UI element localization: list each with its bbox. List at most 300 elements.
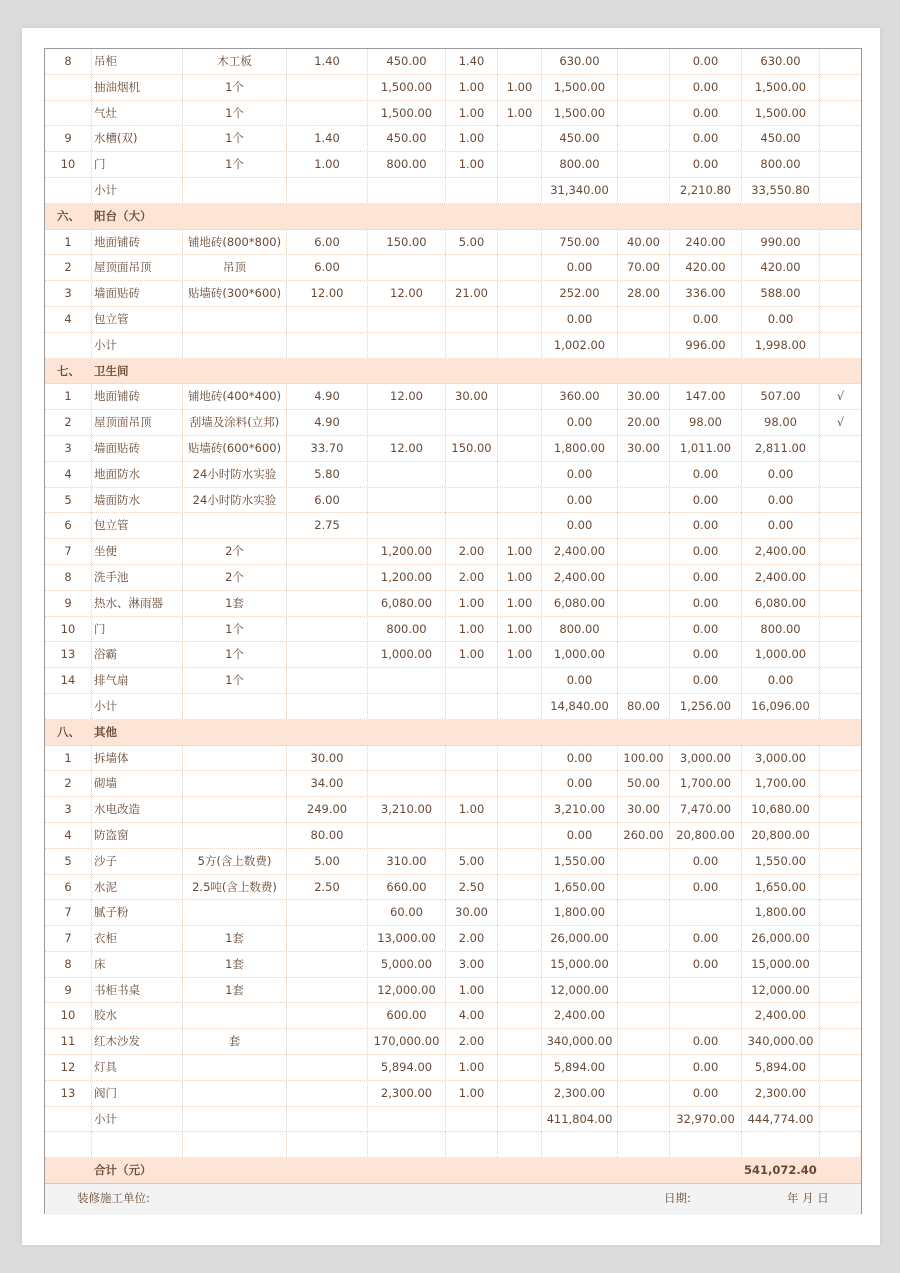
cell-check <box>820 75 861 100</box>
cell-price <box>368 333 446 358</box>
cell-check <box>820 1107 861 1132</box>
cell-check <box>820 49 861 74</box>
cell-labor: 20,800.00 <box>670 823 742 848</box>
cell-spec: 贴墙砖(600*600) <box>183 436 287 461</box>
cell-main: 411,804.00 <box>542 1107 618 1132</box>
cell-main: 252.00 <box>542 281 618 306</box>
cell-factor <box>498 49 542 74</box>
table-row <box>45 900 861 926</box>
cell-main: 12,000.00 <box>542 978 618 1003</box>
cell-price <box>368 771 446 796</box>
cell-aux: 20.00 <box>618 410 670 435</box>
section-header <box>45 720 861 746</box>
cell-main: 750.00 <box>542 230 618 255</box>
cell-amt: 2.00 <box>446 539 498 564</box>
table-row <box>45 281 861 307</box>
cell-factor <box>498 823 542 848</box>
cell-labor: 0.00 <box>670 152 742 177</box>
cell-qty <box>287 333 368 358</box>
table-row <box>45 384 861 410</box>
cell-qty: 2.50 <box>287 875 368 900</box>
cell-check <box>820 1029 861 1054</box>
cell-price <box>368 307 446 332</box>
cell-labor: 0.00 <box>670 307 742 332</box>
table-row <box>45 488 861 514</box>
cell-main: 450.00 <box>542 126 618 151</box>
cell-spec: 2个 <box>183 565 287 590</box>
cell-aux: 70.00 <box>618 255 670 280</box>
cell-spec <box>183 333 287 358</box>
cell-name: 小计 <box>92 694 183 719</box>
cell-price: 13,000.00 <box>368 926 446 951</box>
table-row <box>45 101 861 127</box>
cell-aux <box>618 307 670 332</box>
cell-amt: 21.00 <box>446 281 498 306</box>
cell-spec: 1套 <box>183 591 287 616</box>
table-row <box>45 875 861 901</box>
date-value: 年 月 日 <box>787 1191 829 1206</box>
cell-name: 书柜书桌 <box>92 978 183 1003</box>
cell-aux <box>618 75 670 100</box>
cell-amt <box>446 771 498 796</box>
cell-no <box>45 101 92 126</box>
cell-amt <box>446 488 498 513</box>
cell-total: 3,000.00 <box>742 746 820 771</box>
date-label: 日期: <box>664 1191 691 1206</box>
cell-check <box>820 152 861 177</box>
cell-labor: 996.00 <box>670 333 742 358</box>
table-row <box>45 410 861 436</box>
cell-qty <box>287 1055 368 1080</box>
cell-name: 防盗窗 <box>92 823 183 848</box>
cell-aux <box>618 978 670 1003</box>
cell-qty <box>287 617 368 642</box>
cell-labor: 420.00 <box>670 255 742 280</box>
cell-main: 1,002.00 <box>542 333 618 358</box>
cell-price: 1,500.00 <box>368 101 446 126</box>
cell-check <box>820 642 861 667</box>
cell-name: 地面铺砖 <box>92 230 183 255</box>
cell-name: 胶水 <box>92 1003 183 1028</box>
cell-labor <box>670 978 742 1003</box>
cell-spec: 2.5吨(含上数费) <box>183 875 287 900</box>
cell-qty <box>287 1081 368 1106</box>
cell-name: 水泥 <box>92 875 183 900</box>
cell-empty <box>542 1132 618 1157</box>
cell-no: 9 <box>45 978 92 1003</box>
cell-check <box>820 771 861 796</box>
cell-spec: 24小时防水实验 <box>183 488 287 513</box>
cell-price <box>368 255 446 280</box>
cell-factor <box>498 1081 542 1106</box>
cell-amt <box>446 410 498 435</box>
cell-labor: 147.00 <box>670 384 742 409</box>
cell-qty <box>287 539 368 564</box>
cell-qty <box>287 642 368 667</box>
cell-aux <box>618 152 670 177</box>
cell-total: 2,300.00 <box>742 1081 820 1106</box>
cell-main: 2,400.00 <box>542 1003 618 1028</box>
cell-total: 10,680.00 <box>742 797 820 822</box>
cell-name: 水槽(双) <box>92 126 183 151</box>
cell-price: 800.00 <box>368 152 446 177</box>
cell-labor <box>670 1003 742 1028</box>
cell-empty <box>287 1132 368 1157</box>
blank-row <box>45 1132 861 1158</box>
cell-check <box>820 333 861 358</box>
cell-qty: 249.00 <box>287 797 368 822</box>
cell-factor <box>498 875 542 900</box>
cell-qty <box>287 178 368 203</box>
cell-no: 6 <box>45 513 92 538</box>
cell-main: 5,894.00 <box>542 1055 618 1080</box>
cell-aux <box>618 642 670 667</box>
cell-empty <box>446 1132 498 1157</box>
cell-price: 2,300.00 <box>368 1081 446 1106</box>
cell-factor <box>498 1055 542 1080</box>
cell-amt <box>446 307 498 332</box>
cell-no: 1 <box>45 384 92 409</box>
cell-qty: 33.70 <box>287 436 368 461</box>
cell-qty <box>287 307 368 332</box>
cell-main: 800.00 <box>542 617 618 642</box>
cell-labor: 0.00 <box>670 513 742 538</box>
cell-total: 1,500.00 <box>742 75 820 100</box>
cell-main: 6,080.00 <box>542 591 618 616</box>
cell-labor: 0.00 <box>670 539 742 564</box>
cell-spec <box>183 1107 287 1132</box>
cell-amt <box>446 1107 498 1132</box>
cell-aux <box>618 952 670 977</box>
cell-total: 0.00 <box>742 488 820 513</box>
cell-empty <box>618 1132 670 1157</box>
cell-check <box>820 1081 861 1106</box>
cell-empty <box>742 1132 820 1157</box>
cell-main: 0.00 <box>542 771 618 796</box>
cell-aux <box>618 513 670 538</box>
cell-aux: 260.00 <box>618 823 670 848</box>
cell-amt: 1.00 <box>446 1081 498 1106</box>
cell-labor: 0.00 <box>670 642 742 667</box>
cell-qty: 12.00 <box>287 281 368 306</box>
cell-price <box>368 823 446 848</box>
cell-labor: 240.00 <box>670 230 742 255</box>
cell-no: 9 <box>45 126 92 151</box>
cell-amt: 5.00 <box>446 849 498 874</box>
section-title: 卫生间 <box>94 363 129 378</box>
table-body <box>45 49 861 1215</box>
cell-spec: 1个 <box>183 101 287 126</box>
cell-total: 1,700.00 <box>742 771 820 796</box>
cell-qty: 2.75 <box>287 513 368 538</box>
cell-main: 0.00 <box>542 746 618 771</box>
table-row <box>45 797 861 823</box>
cell-qty <box>287 591 368 616</box>
cell-main: 2,400.00 <box>542 565 618 590</box>
table-row <box>45 75 861 101</box>
cell-amt: 1.40 <box>446 49 498 74</box>
cell-amt <box>446 255 498 280</box>
cell-name: 衣柜 <box>92 926 183 951</box>
cell-qty <box>287 952 368 977</box>
cell-aux <box>618 101 670 126</box>
cell-aux <box>618 1055 670 1080</box>
cell-check <box>820 591 861 616</box>
cell-name: 浴霸 <box>92 642 183 667</box>
cell-factor <box>498 1107 542 1132</box>
cell-factor <box>498 771 542 796</box>
table-row <box>45 1081 861 1107</box>
cell-total: 800.00 <box>742 152 820 177</box>
cell-spec: 贴墙砖(300*600) <box>183 281 287 306</box>
cell-price <box>368 410 446 435</box>
cell-name: 门 <box>92 152 183 177</box>
cell-factor <box>498 1003 542 1028</box>
cell-aux <box>618 849 670 874</box>
cell-price: 450.00 <box>368 49 446 74</box>
cell-price: 6,080.00 <box>368 591 446 616</box>
cell-name: 排气扇 <box>92 668 183 693</box>
table-row <box>45 126 861 152</box>
cell-check: √ <box>836 415 845 430</box>
cell-no: 3 <box>45 797 92 822</box>
cell-factor <box>498 410 542 435</box>
cell-amt: 1.00 <box>446 75 498 100</box>
cell-total: 2,400.00 <box>742 565 820 590</box>
table-row <box>45 849 861 875</box>
cell-factor: 1.00 <box>498 75 542 100</box>
cell-name: 小计 <box>92 1107 183 1132</box>
cell-check <box>820 488 861 513</box>
cell-check <box>820 178 861 203</box>
cell-aux <box>618 668 670 693</box>
cell-labor: 336.00 <box>670 281 742 306</box>
cell-check <box>820 978 861 1003</box>
cell-amt: 30.00 <box>446 384 498 409</box>
cell-no: 3 <box>45 436 92 461</box>
cell-price: 660.00 <box>368 875 446 900</box>
cell-total: 2,400.00 <box>742 539 820 564</box>
cell-total: 990.00 <box>742 230 820 255</box>
cell-name: 抽油烟机 <box>92 75 183 100</box>
cell-main: 2,400.00 <box>542 539 618 564</box>
cell-no: 4 <box>45 823 92 848</box>
cell-no: 2 <box>45 410 92 435</box>
cell-no <box>45 178 92 203</box>
cell-main: 340,000.00 <box>542 1029 618 1054</box>
cell-check <box>820 952 861 977</box>
cell-name: 小计 <box>92 333 183 358</box>
cell-total: 98.00 <box>742 410 820 435</box>
cell-labor: 0.00 <box>670 488 742 513</box>
cell-check: √ <box>836 389 845 404</box>
cell-spec: 套 <box>183 1029 287 1054</box>
table-row <box>45 539 861 565</box>
cell-main: 14,840.00 <box>542 694 618 719</box>
cell-check <box>820 849 861 874</box>
cell-no: 8 <box>45 952 92 977</box>
table-row <box>45 1055 861 1081</box>
cell-price <box>368 462 446 487</box>
cell-no: 5 <box>45 488 92 513</box>
cell-check <box>820 255 861 280</box>
cell-total: 444,774.00 <box>742 1107 820 1132</box>
cell-aux: 100.00 <box>618 746 670 771</box>
cell-aux <box>618 462 670 487</box>
cell-name: 地面防水 <box>92 462 183 487</box>
cell-price: 12,000.00 <box>368 978 446 1003</box>
cell-name: 气灶 <box>92 101 183 126</box>
cell-no: 6 <box>45 875 92 900</box>
cell-no: 14 <box>45 668 92 693</box>
cell-spec: 1个 <box>183 642 287 667</box>
table-row <box>45 978 861 1004</box>
cell-aux <box>618 591 670 616</box>
cell-empty <box>670 1132 742 1157</box>
cell-aux <box>618 926 670 951</box>
cell-labor: 7,470.00 <box>670 797 742 822</box>
cell-spec <box>183 746 287 771</box>
cell-factor <box>498 900 542 925</box>
cell-amt <box>446 694 498 719</box>
cell-factor <box>498 152 542 177</box>
cell-aux: 30.00 <box>618 384 670 409</box>
cell-no <box>45 694 92 719</box>
table-row <box>45 513 861 539</box>
table-row <box>45 307 861 333</box>
cell-check <box>820 281 861 306</box>
cell-main: 0.00 <box>542 668 618 693</box>
table-row <box>45 1003 861 1029</box>
cell-aux <box>618 539 670 564</box>
cell-labor: 0.00 <box>670 1055 742 1080</box>
cell-amt <box>446 462 498 487</box>
cell-name: 小计 <box>92 178 183 203</box>
cell-aux: 80.00 <box>618 694 670 719</box>
cell-spec <box>183 1055 287 1080</box>
cell-qty <box>287 978 368 1003</box>
cell-factor: 1.00 <box>498 591 542 616</box>
cell-empty <box>183 1132 287 1157</box>
cell-no: 8 <box>45 49 92 74</box>
cell-qty <box>287 1107 368 1132</box>
cell-spec: 铺地砖(800*800) <box>183 230 287 255</box>
cell-aux <box>618 333 670 358</box>
cell-main: 3,210.00 <box>542 797 618 822</box>
table-row <box>45 1029 861 1055</box>
cell-factor <box>498 849 542 874</box>
cell-labor: 0.00 <box>670 617 742 642</box>
cell-labor: 0.00 <box>670 126 742 151</box>
table-row <box>45 152 861 178</box>
cell-labor: 0.00 <box>670 952 742 977</box>
cell-qty: 6.00 <box>287 488 368 513</box>
cell-labor: 0.00 <box>670 849 742 874</box>
cell-no <box>45 1107 92 1132</box>
cell-factor <box>498 462 542 487</box>
cell-factor <box>498 384 542 409</box>
cell-spec <box>183 1081 287 1106</box>
cell-amt <box>446 178 498 203</box>
cell-no: 13 <box>45 642 92 667</box>
cell-price <box>368 1107 446 1132</box>
cell-name: 屋顶面吊顶 <box>92 255 183 280</box>
cell-price <box>368 668 446 693</box>
cell-total: 1,500.00 <box>742 101 820 126</box>
subtotal-row <box>45 178 861 204</box>
cell-total: 12,000.00 <box>742 978 820 1003</box>
cell-qty: 4.90 <box>287 410 368 435</box>
cell-spec: 刮墙及涂料(立邦) <box>183 410 287 435</box>
cell-spec: 5方(含上数费) <box>183 849 287 874</box>
cell-labor: 32,970.00 <box>670 1107 742 1132</box>
cell-main: 0.00 <box>542 462 618 487</box>
cell-aux: 30.00 <box>618 436 670 461</box>
cell-amt: 5.00 <box>446 230 498 255</box>
cell-name: 门 <box>92 617 183 642</box>
section-header <box>45 204 861 230</box>
subtotal-row <box>45 694 861 720</box>
cell-total: 2,811.00 <box>742 436 820 461</box>
cell-price <box>368 694 446 719</box>
section-title: 阳台（大） <box>94 208 152 223</box>
cell-no: 1 <box>45 230 92 255</box>
cell-price: 800.00 <box>368 617 446 642</box>
cell-aux <box>618 617 670 642</box>
cell-factor: 1.00 <box>498 101 542 126</box>
cell-name: 包立管 <box>92 307 183 332</box>
cell-amt <box>446 823 498 848</box>
cell-qty <box>287 101 368 126</box>
cell-total: 450.00 <box>742 126 820 151</box>
cell-main: 15,000.00 <box>542 952 618 977</box>
cell-aux <box>618 488 670 513</box>
cell-price: 1,200.00 <box>368 565 446 590</box>
cell-spec: 吊顶 <box>183 255 287 280</box>
cell-price: 60.00 <box>368 900 446 925</box>
cell-factor <box>498 952 542 977</box>
cell-total: 1,800.00 <box>742 900 820 925</box>
cell-main: 1,550.00 <box>542 849 618 874</box>
cell-total: 1,550.00 <box>742 849 820 874</box>
cell-total: 1,000.00 <box>742 642 820 667</box>
cell-spec: 24小时防水实验 <box>183 462 287 487</box>
cell-total: 26,000.00 <box>742 926 820 951</box>
cell-amt: 1.00 <box>446 978 498 1003</box>
cell-qty <box>287 1003 368 1028</box>
cell-aux <box>618 1107 670 1132</box>
cell-factor <box>498 307 542 332</box>
table-row <box>45 617 861 643</box>
cell-qty: 5.80 <box>287 462 368 487</box>
cell-factor: 1.00 <box>498 539 542 564</box>
cell-main: 800.00 <box>542 152 618 177</box>
cell-spec <box>183 513 287 538</box>
cell-no <box>45 75 92 100</box>
cell-total: 630.00 <box>742 49 820 74</box>
table-row <box>45 926 861 952</box>
cell-price <box>368 513 446 538</box>
cell-check <box>820 1003 861 1028</box>
cell-qty: 5.00 <box>287 849 368 874</box>
quotation-table <box>44 48 862 1214</box>
cell-factor: 1.00 <box>498 565 542 590</box>
cell-aux <box>618 49 670 74</box>
section-title: 其他 <box>94 724 117 739</box>
cell-name: 沙子 <box>92 849 183 874</box>
table-row <box>45 771 861 797</box>
cell-total: 420.00 <box>742 255 820 280</box>
